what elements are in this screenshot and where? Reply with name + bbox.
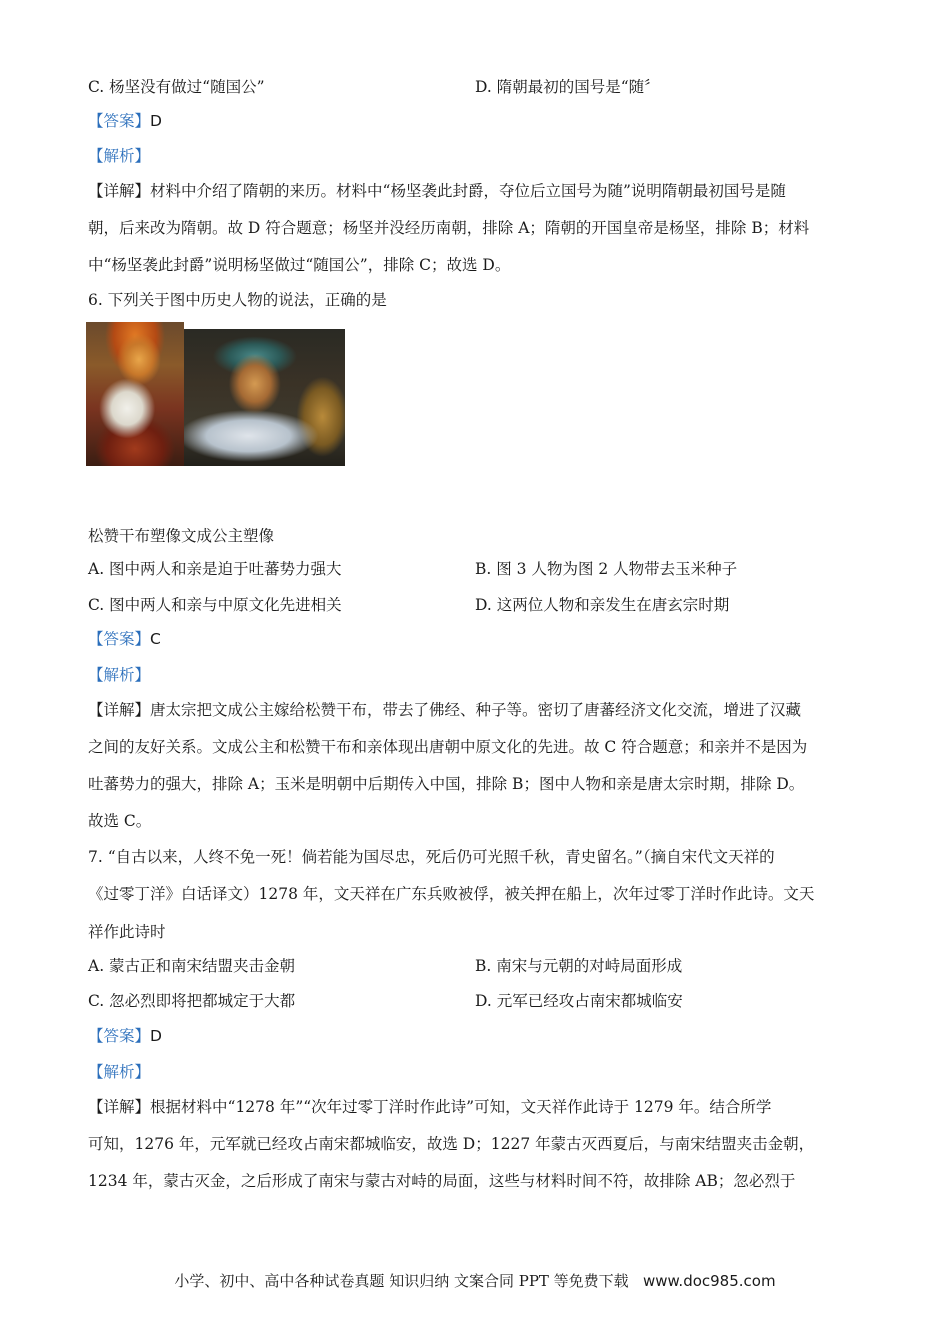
answer-value: C [150, 630, 161, 648]
answer-value: D [150, 112, 162, 130]
q6-option-b: B. 图 3 人物为图 2 人物带去玉米种子 [475, 560, 738, 578]
detail-text: 唐太宗把文成公主嫁给松赞干布，带去了佛经、种子等。密切了唐蕃经济文化交流，增进了汉藏 [150, 701, 802, 719]
q6-analysis-tag: 【解析】 [88, 666, 151, 684]
detail-text: 根据材料中“1278 年”“次年过零丁洋时作此诗”可知，文天祥作此诗于 1279 年。结合所学 [150, 1098, 772, 1116]
q6-detail-line-3: 吐蕃势力的强大，排除 A；玉米是明朝中后期传入中国，排除 B；图中人物和亲是唐太宗时期，排除 D。 [88, 775, 805, 793]
q6-option-c: C. 图中两人和亲与中原文化先进相关 [88, 596, 342, 614]
detail-tag: 【详解】 [88, 182, 151, 200]
q5-option-d: D. 隋朝最初的国号是“随〞 [475, 78, 660, 96]
answer-tag: 【答案】 [88, 1027, 151, 1045]
q5-detail-line-3: 中“杨坚袭此封爵”说明杨坚做过“随国公”，排除 C；故选 D。 [88, 256, 511, 274]
q6-answer [88, 629, 161, 649]
q7-option-d: D. 元军已经攻占南宋都城临安 [475, 992, 683, 1010]
q5-analysis-tag: 【解析】 [88, 147, 151, 165]
detail-text: 材料中介绍了隋朝的来历。材料中“杨坚袭此封爵，夺位后立国号为随”说明隋朝最初国号是随 [150, 182, 786, 200]
q7-question-line-2: 《过零丁洋》白话译文）1278 年，文天祥在广东兵败被俘，被关押在船上，次年过零丁洋时作此诗。文天 [88, 885, 815, 903]
q7-question-line-1: 7. “自古以来，人终不免一死！倘若能为国尽忠，死后仍可光照千秋，青史留名。”（摘自宋代文天祥的 [88, 848, 775, 866]
q7-option-c: C. 忽必烈即将把都城定于大都 [88, 992, 296, 1010]
q6-detail-line-1 [88, 700, 801, 720]
q6-detail-line-4: 故选 C。 [88, 812, 152, 830]
q7-option-b: B. 南宋与元朝的对峙局面形成 [475, 957, 683, 975]
q7-analysis-tag: 【解析】 [88, 1063, 151, 1081]
q6-option-a: A. 图中两人和亲是迫于吐蕃势力强大 [88, 560, 342, 578]
detail-tag: 【详解】 [88, 1098, 151, 1116]
q7-detail-line-3: 1234 年，蒙古灭金，之后形成了南宋与蒙古对峙的局面，这些与材料时间不符，故排除 AB；忽必烈于 [88, 1172, 796, 1190]
q7-option-a: A. 蒙古正和南宋结盟夹击金朝 [88, 957, 296, 975]
footer-text: 小学、初中、高中各种试卷真题 知识归纳 文案合同 PPT 等免费下载 [174, 1272, 629, 1290]
q5-detail-line-1 [88, 181, 786, 201]
q5-option-c: C. 杨坚没有做过“随国公” [88, 78, 265, 96]
footer-site-link[interactable]: www.doc985.com [643, 1272, 776, 1290]
answer-value: D [150, 1027, 162, 1045]
princess-wencheng-statue-image [184, 329, 345, 466]
q5-answer [88, 111, 162, 131]
q6-question: 6. 下列关于图中历史人物的说法，正确的是 [88, 291, 387, 309]
q6-detail-line-2: 之间的友好关系。文成公主和松赞干布和亲体现出唐朝中原文化的先进。故 C 符合题意；和亲并不是因为 [88, 738, 808, 756]
detail-tag: 【详解】 [88, 701, 151, 719]
page-footer [0, 1270, 950, 1291]
q7-detail-line-2: 可知，1276 年，元军就已经攻占南宋都城临安，故选 D；1227 年蒙古灭西夏后，与南宋结盟夹击金朝， [88, 1135, 815, 1153]
q5-detail-line-2: 朝，后来改为隋朝。故 D 符合题意；杨坚并没经历南朝，排除 A；隋朝的开国皇帝是杨坚，排除 B；材料 [88, 219, 810, 237]
q7-question-line-3: 祥作此诗时 [88, 923, 166, 941]
q7-answer [88, 1026, 162, 1046]
answer-tag: 【答案】 [88, 630, 151, 648]
q7-detail-line-1 [88, 1097, 771, 1117]
answer-tag: 【答案】 [88, 112, 151, 130]
q6-image-captions: 松赞干布塑像文成公主塑像 [88, 527, 275, 545]
q6-option-d: D. 这两位人物和亲发生在唐玄宗时期 [475, 596, 730, 614]
songtsen-gampo-statue-image [86, 322, 184, 466]
